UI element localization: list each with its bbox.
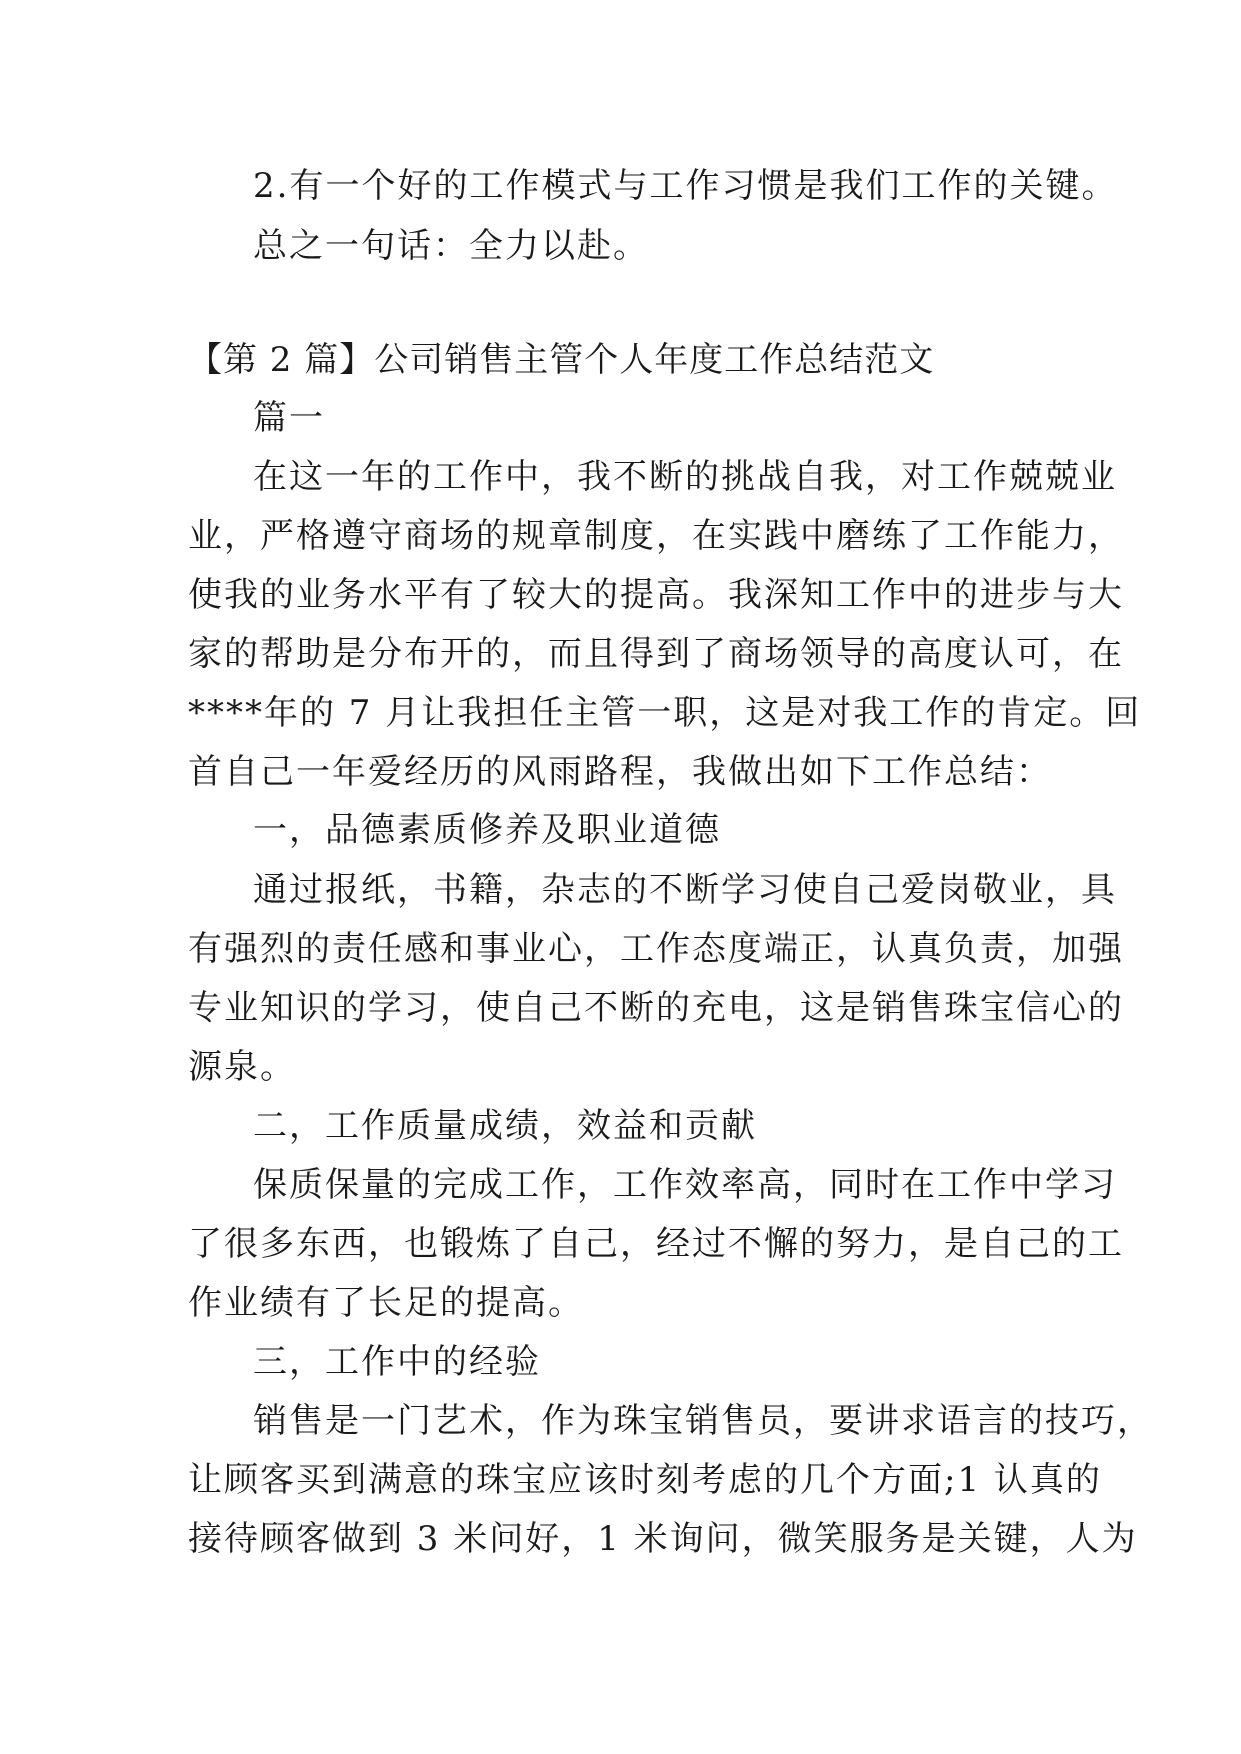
paragraph-line: 作业绩有了长足的提高。	[188, 1283, 584, 1323]
paragraph-line: 总之一句话：全力以赴。	[253, 226, 649, 266]
paragraph-line: 在这一年的工作中，我不断的挑战自我，对工作兢兢业	[253, 457, 1117, 497]
section-heading: 【第 2 篇】公司销售主管个人年度工作总结范文	[188, 340, 935, 380]
section-subheading: 一，品德素质修养及职业道德	[253, 810, 721, 850]
paragraph-line: ****年的 7 月让我担任主管一职，这是对我工作的肯定。回	[188, 693, 1142, 733]
paragraph-line: 通过报纸，书籍，杂志的不断学习使自己爱岗敬业，具	[253, 870, 1117, 910]
subsection-title: 篇一	[253, 398, 325, 438]
paragraph-line: 有强烈的责任感和事业心，工作态度端正，认真负责，加强	[188, 929, 1124, 969]
paragraph-line: 源泉。	[188, 1047, 296, 1087]
paragraph-line: 首自己一年爱经历的风雨路程，我做出如下工作总结：	[188, 752, 1052, 792]
section-subheading: 三，工作中的经验	[253, 1342, 541, 1382]
paragraph-line: 业，严格遵守商场的规章制度，在实践中磨练了工作能力，	[188, 516, 1124, 556]
paragraph-line: 保质保量的完成工作，工作效率高，同时在工作中学习	[253, 1165, 1117, 1205]
paragraph-line: 2.有一个好的工作模式与工作习惯是我们工作的关键。	[253, 166, 1118, 206]
section-subheading: 二，工作质量成绩，效益和贡献	[253, 1106, 757, 1146]
paragraph-line: 专业知识的学习，使自己不断的充电，这是销售珠宝信心的	[188, 988, 1124, 1028]
paragraph-line: 使我的业务水平有了较大的提高。我深知工作中的进步与大	[188, 575, 1124, 615]
paragraph-line: 接待顾客做到 3 米问好，1 米询问，微笑服务是关键，人为	[188, 1519, 1138, 1559]
paragraph-line: 了很多东西，也锻炼了自己，经过不懈的努力，是自己的工	[188, 1224, 1124, 1264]
paragraph-line: 销售是一门艺术，作为珠宝销售员，要讲求语言的技巧，	[253, 1401, 1153, 1441]
paragraph-line: 家的帮助是分布开的，而且得到了商场领导的高度认可，在	[188, 634, 1124, 674]
paragraph-line: 让顾客买到满意的珠宝应该时刻考虑的几个方面;1 认真的	[188, 1460, 1102, 1500]
